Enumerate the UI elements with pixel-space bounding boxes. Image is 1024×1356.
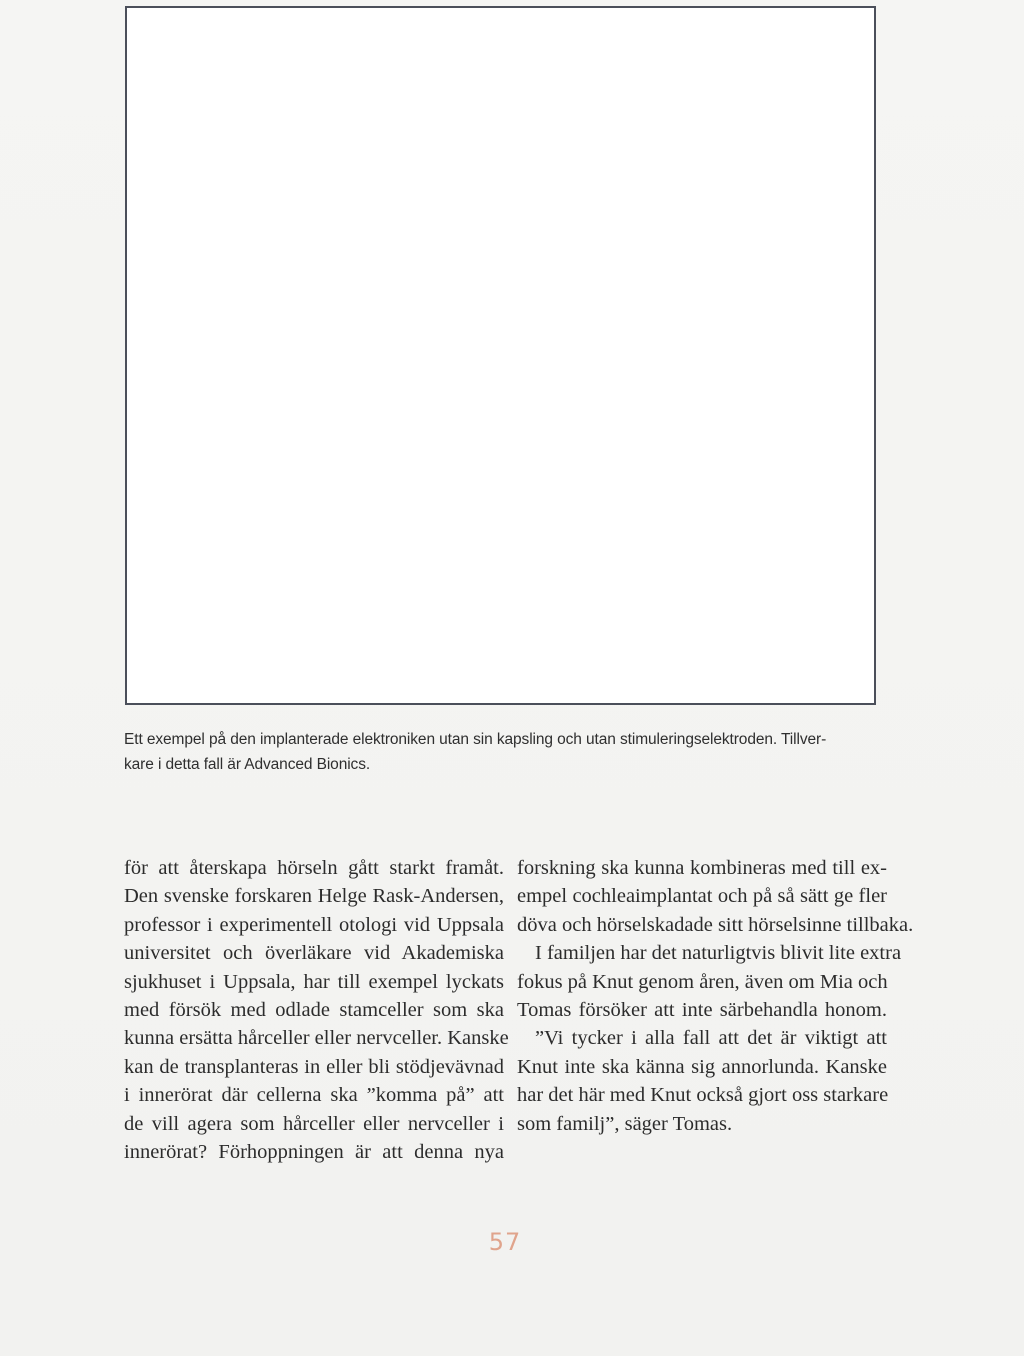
text-line: som familj”, säger Tomas. bbox=[517, 1112, 733, 1135]
text-line: döva och hörselskadade sitt hörselsinne tillbaka. bbox=[517, 913, 914, 936]
text-line: empel cochleaimplantat och på så sätt ge fler bbox=[517, 885, 887, 908]
text-line: sjukhuset i Uppsala, har till exempel lyckats bbox=[124, 970, 504, 993]
photo-caption bbox=[124, 727, 894, 777]
text-line: Den svenske forskaren Helge Rask-Andersen, bbox=[124, 885, 504, 908]
text-line: innerörat? Förhoppningen är att denna nya bbox=[124, 1141, 504, 1164]
text-line: har det här med Knut också gjort oss starkare bbox=[517, 1084, 889, 1107]
text-line: fokus på Knut genom åren, även om Mia och bbox=[517, 970, 888, 993]
text-line: professor i experimentell otologi vid Uppsala bbox=[124, 913, 504, 936]
text-line: Tomas försöker att inte särbehandla honom. bbox=[517, 999, 887, 1022]
body-text-left-column bbox=[124, 854, 509, 1166]
text-line: I familjen har det naturligtvis blivit lite extra bbox=[535, 942, 902, 965]
text-line: forskning ska kunna kombineras med till ex- bbox=[517, 857, 887, 879]
text-line: ”Vi tycker i alla fall att det är viktigt att bbox=[535, 1027, 887, 1050]
text-line: i innerörat där cellerna ska ”komma på” att bbox=[124, 1084, 504, 1107]
text-line: Knut inte ska känna sig annorlunda. Kanske bbox=[517, 1055, 887, 1078]
text-line: med försök med odlade stamceller som ska bbox=[124, 999, 504, 1022]
caption-line: kare i detta fall är Advanced Bionics. bbox=[124, 756, 371, 773]
body-text-right-column bbox=[517, 854, 914, 1138]
text-line: universitet och överläkare vid Akademiska bbox=[124, 942, 504, 965]
page-number: 57 bbox=[488, 1228, 522, 1256]
text-line: kan de transplanteras in eller bli stödjevävnad bbox=[124, 1055, 504, 1078]
photo-frame bbox=[125, 6, 876, 705]
text-line: kunna ersätta hårceller eller nervceller. Kanske bbox=[124, 1027, 509, 1050]
text-line: de vill agera som hårceller eller nervceller i bbox=[124, 1112, 504, 1135]
caption-line: Ett exempel på den implanterade elektroniken utan sin kapsling och utan stimuleringselektroden. Tillver- bbox=[124, 731, 827, 748]
text-line: för att återskapa hörseln gått starkt framåt. bbox=[124, 857, 504, 879]
